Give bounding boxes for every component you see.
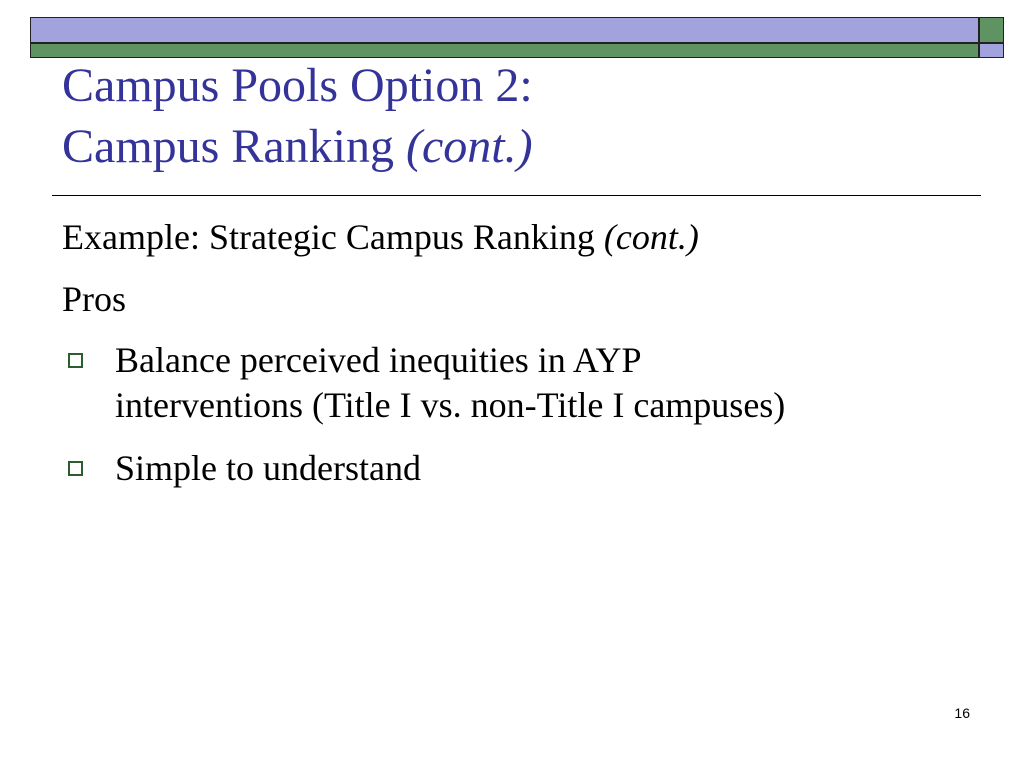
slide-title bbox=[62, 55, 962, 177]
hollow-square-bullet-icon bbox=[68, 461, 83, 476]
title-cont-italic: (cont.) bbox=[406, 120, 533, 173]
title-line-2 bbox=[62, 116, 962, 177]
title-line-1: Campus Pools Option 2: bbox=[62, 59, 533, 112]
top-decor-square-blue bbox=[979, 43, 1004, 58]
example-text: Example: Strategic Campus Ranking bbox=[62, 217, 604, 257]
top-decor-bar-blue bbox=[30, 17, 979, 43]
top-decor-square-green bbox=[979, 17, 1004, 43]
bullet-item bbox=[62, 446, 982, 491]
bullet-text-line: interventions (Title I vs. non-Title I campuses) bbox=[115, 385, 786, 425]
title-divider bbox=[52, 195, 981, 196]
bullet-text-line: Balance perceived inequities in AYP bbox=[115, 340, 642, 380]
example-cont-italic: (cont.) bbox=[603, 217, 699, 257]
example-heading bbox=[62, 215, 982, 260]
pros-label: Pros bbox=[62, 279, 127, 319]
bullet-text-line: Simple to understand bbox=[115, 448, 421, 488]
hollow-square-bullet-icon bbox=[68, 353, 83, 368]
slide-number: 16 bbox=[954, 705, 970, 721]
bullet-item bbox=[62, 338, 982, 428]
title-line-2-text: Campus Ranking bbox=[62, 120, 406, 173]
slide-body bbox=[62, 215, 982, 509]
